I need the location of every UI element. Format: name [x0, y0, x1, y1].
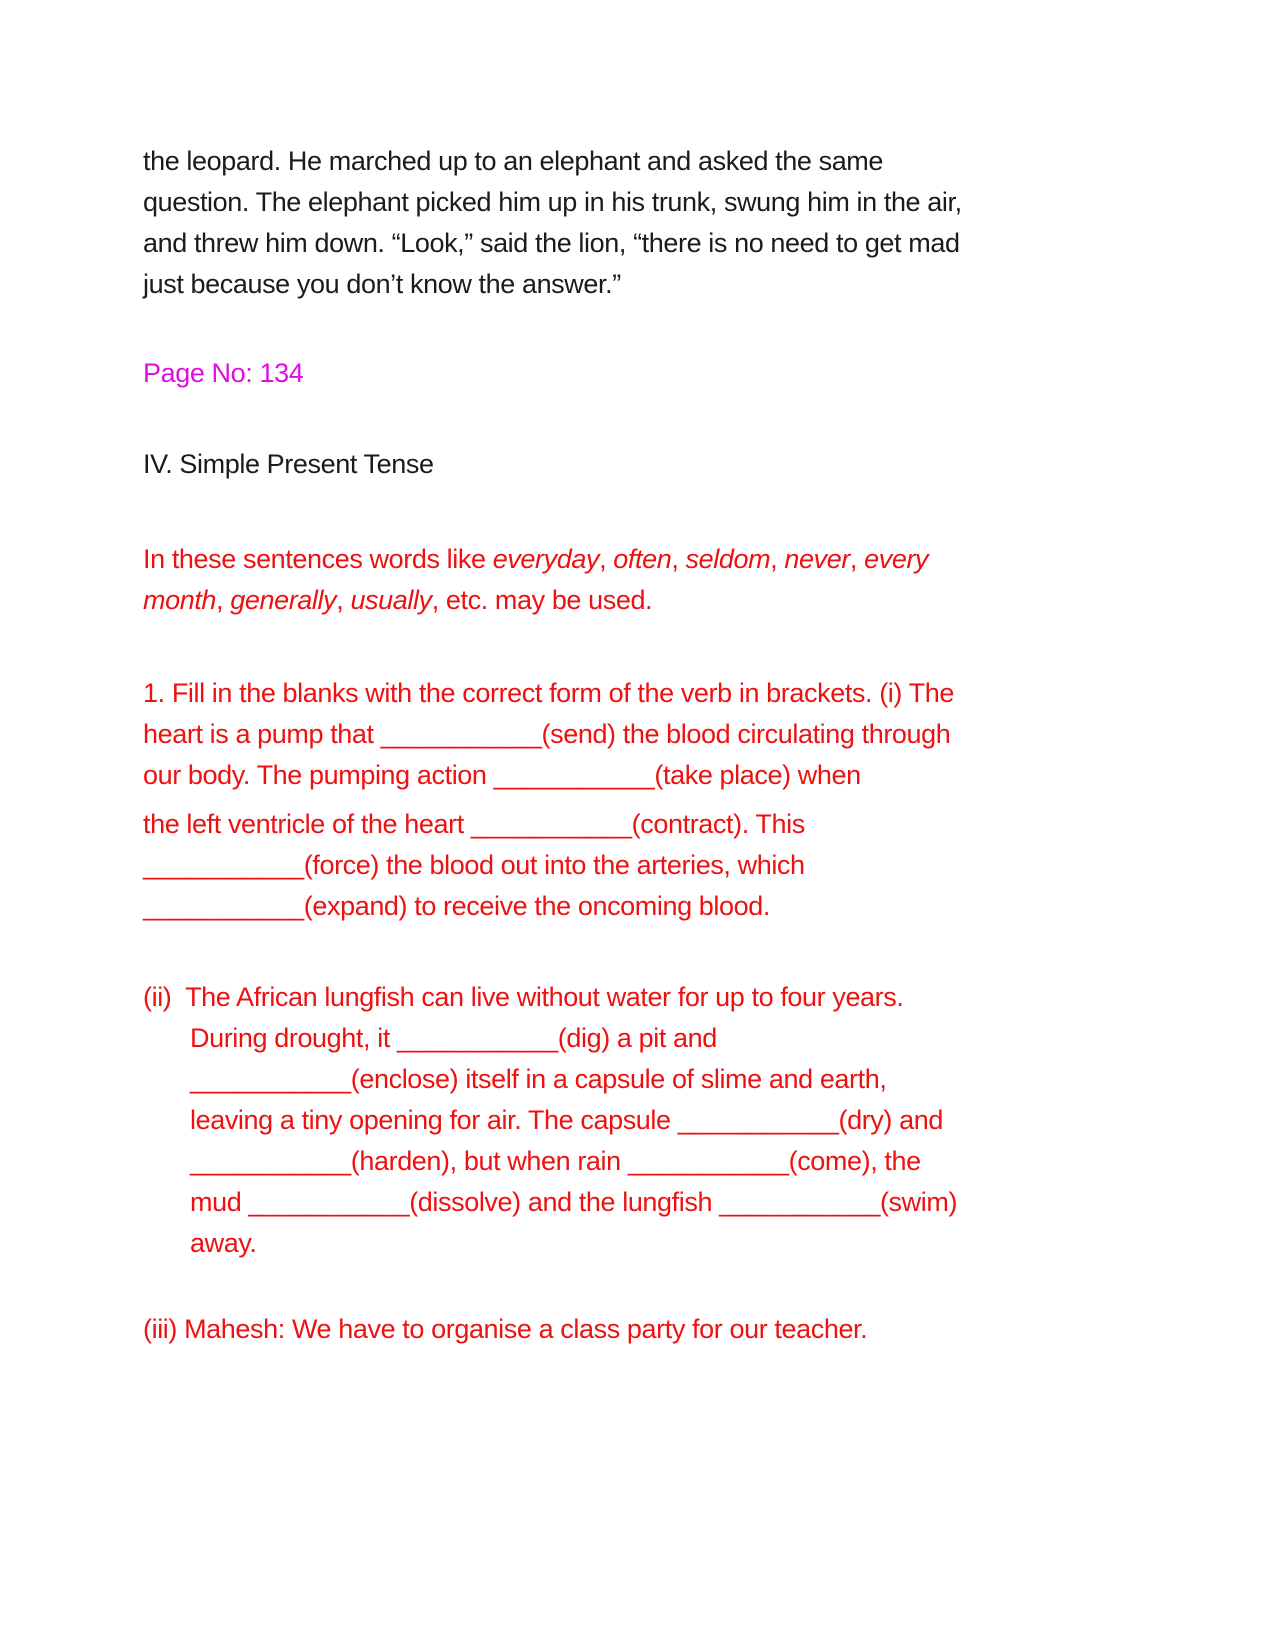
text-segment: often: [613, 544, 672, 574]
exercise-line: away.: [190, 1228, 257, 1258]
text-segment: every: [864, 544, 929, 574]
exercise-line: ___________(force) the blood out into the arteries, which: [143, 850, 805, 880]
text-segment: ,: [599, 544, 614, 574]
story-line: and threw him down. “Look,” said the lion, “there is no need to get mad: [143, 228, 960, 258]
exercise-item-iii: [143, 1309, 1185, 1350]
exercise-line: leaving a tiny opening for air. The capsule ___________(dry) and: [190, 1105, 943, 1135]
text-segment: everyday: [492, 544, 600, 574]
text-segment: ,: [336, 585, 351, 615]
exercise-q1-intro: [143, 673, 1185, 796]
text-segment: ,: [216, 585, 231, 615]
text-segment: generally: [230, 585, 337, 615]
text-segment: , etc. may be used.: [431, 585, 653, 615]
exercise-line: (ii) The African lungfish can live without water for up to four years.: [143, 982, 904, 1012]
text-segment: never: [784, 544, 850, 574]
text-segment: month: [143, 585, 217, 615]
exercise-line: ___________(expand) to receive the oncoming blood.: [143, 891, 770, 921]
text-segment: usually: [350, 585, 432, 615]
section-heading-label: IV. Simple Present Tense: [143, 449, 434, 479]
exercise-line: During drought, it ___________(dig) a pit and: [190, 1023, 717, 1053]
section-heading: [143, 444, 1185, 485]
exercise-item-ii: [143, 977, 1185, 1264]
page-number: [143, 353, 1185, 394]
page-number-label: Page No: 134: [143, 358, 304, 388]
text-segment: seldom: [685, 544, 771, 574]
text-segment: ,: [671, 544, 686, 574]
text-segment: ,: [770, 544, 785, 574]
exercise-line: mud ___________(dissolve) and the lungfish ___________(swim): [190, 1187, 958, 1217]
story-paragraph: [143, 141, 1185, 305]
exercise-line: ___________(enclose) itself in a capsule of slime and earth,: [190, 1064, 887, 1094]
intro-note-line: [143, 580, 1185, 621]
intro-note-line: [143, 539, 1185, 580]
story-line: question. The elephant picked him up in his trunk, swung him in the air,: [143, 187, 962, 217]
text-segment: ,: [849, 544, 865, 574]
text-segment: In these sentences words like: [143, 544, 493, 574]
story-line: the leopard. He marched up to an elephant and asked the same: [143, 146, 884, 176]
exercise-q1-continued: [143, 804, 1185, 927]
exercise-line: our body. The pumping action ___________(take place) when: [143, 760, 861, 790]
intro-note: [143, 539, 1185, 621]
exercise-line: heart is a pump that ___________(send) the blood circulating through: [143, 719, 951, 749]
story-line: just because you don’t know the answer.”: [143, 269, 621, 299]
exercise-line: 1. Fill in the blanks with the correct form of the verb in brackets. (i) The: [143, 678, 954, 708]
exercise-line: (iii) Mahesh: We have to organise a class party for our teacher.: [143, 1314, 868, 1344]
exercise-line: ___________(harden), but when rain ___________(come), the: [190, 1146, 921, 1176]
exercise-line: the left ventricle of the heart ___________(contract). This: [143, 809, 805, 839]
